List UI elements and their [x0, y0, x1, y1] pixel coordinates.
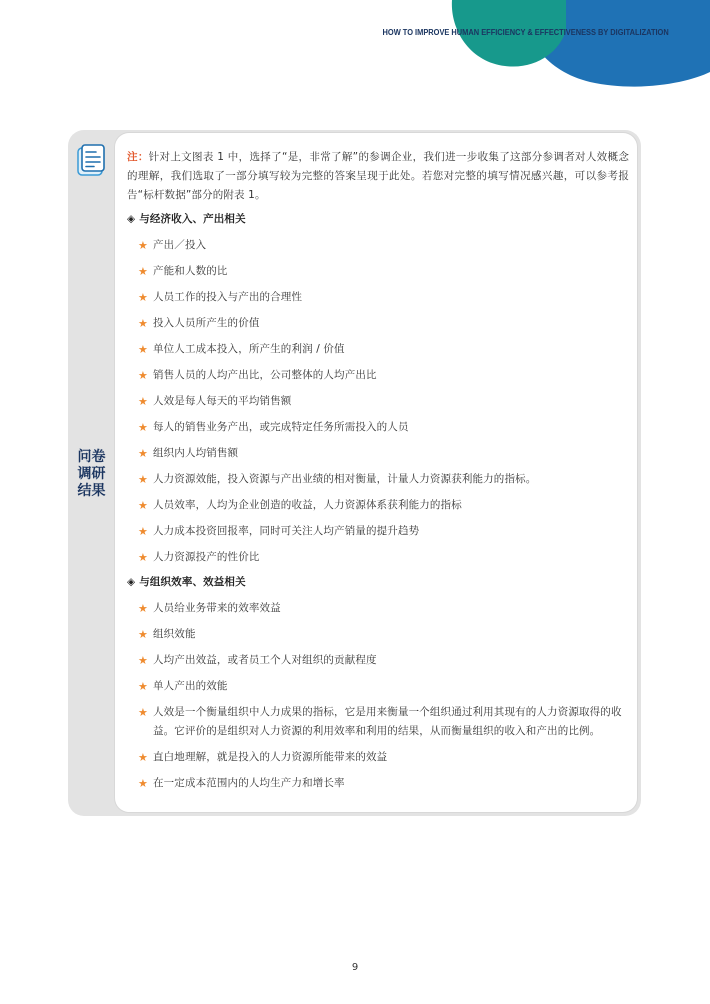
star-bullet-icon: ★	[138, 473, 148, 486]
diamond-bullet-icon: ◈	[127, 576, 136, 588]
list-item-text: 产出／投入	[153, 239, 207, 251]
item-list-economic-output	[127, 236, 629, 567]
list-item	[127, 444, 629, 463]
section-heading-economic-output	[127, 210, 629, 229]
section-heading-text: 与组织效率、效益相关	[139, 576, 246, 588]
list-item-text: 单人产出的效能	[153, 680, 228, 692]
star-bullet-icon: ★	[138, 525, 148, 538]
list-item	[127, 748, 629, 767]
list-item-text: 每人的销售业务产出，或完成特定任务所需投入的人员	[153, 421, 409, 433]
callout-content-panel	[115, 133, 637, 812]
star-bullet-icon: ★	[138, 777, 148, 790]
star-bullet-icon: ★	[138, 239, 148, 252]
list-item	[127, 496, 629, 515]
list-item-text: 组织效能	[153, 628, 196, 640]
note-label: 注：	[127, 151, 149, 163]
star-bullet-icon: ★	[138, 447, 148, 460]
header-decoration	[440, 0, 710, 95]
list-item	[127, 625, 629, 644]
list-item-text: 单位人工成本投入，所产生的利润 / 价值	[153, 343, 345, 355]
star-bullet-icon: ★	[138, 706, 148, 719]
list-item	[127, 599, 629, 618]
star-bullet-icon: ★	[138, 680, 148, 693]
list-item	[127, 314, 629, 333]
star-bullet-icon: ★	[138, 343, 148, 356]
section-heading-org-efficiency	[127, 573, 629, 592]
report-header-title: HOW TO IMPROVE HUMAN EFFICIENCY & EFFECTIVENESS BY DIGITALIZATION	[382, 28, 669, 37]
list-item	[127, 288, 629, 307]
list-item-text: 销售人员的人均产出比，公司整体的人均产出比	[153, 369, 377, 381]
list-item-text: 人均产出效益，或者员工个人对组织的贡献程度	[153, 654, 377, 666]
list-item	[127, 677, 629, 696]
star-bullet-icon: ★	[138, 317, 148, 330]
list-item-text: 组织内人均销售额	[153, 447, 239, 459]
section-heading-text: 与经济收入、产出相关	[139, 213, 246, 225]
document-list-icon	[77, 144, 107, 176]
item-list-org-efficiency	[127, 599, 629, 793]
list-item	[127, 236, 629, 255]
star-bullet-icon: ★	[138, 369, 148, 382]
star-bullet-icon: ★	[138, 751, 148, 764]
star-bullet-icon: ★	[138, 395, 148, 408]
list-item-text: 人力资源投产的性价比	[153, 551, 260, 563]
list-item-text: 人效是一个衡量组织中人力成果的指标，它是用来衡量一个组织通过利用其现有的人力资源取得的收益。它评价的是组织对人力资源的利用效率和利用的结果，从而衡量组织的收入和产出的比例。	[153, 706, 622, 737]
list-item	[127, 522, 629, 541]
star-bullet-icon: ★	[138, 551, 148, 564]
list-item	[127, 548, 629, 567]
list-item-text: 人力资源效能，投入资源与产出业绩的相对衡量，计量人力资源获利能力的指标。	[153, 473, 537, 485]
list-item	[127, 392, 629, 411]
list-item-text: 产能和人数的比	[153, 265, 228, 277]
list-item	[127, 418, 629, 437]
list-item-text: 人力成本投资回报率，同时可关注人均产销量的提升趋势	[153, 525, 420, 537]
note-paragraph	[127, 148, 629, 205]
star-bullet-icon: ★	[138, 654, 148, 667]
diamond-bullet-icon: ◈	[127, 213, 136, 225]
star-bullet-icon: ★	[138, 602, 148, 615]
list-item-text: 直白地理解，就是投入的人力资源所能带来的效益	[153, 751, 388, 763]
page-number: 9	[351, 962, 359, 973]
star-bullet-icon: ★	[138, 291, 148, 304]
list-item-text: 人员效率，人均为企业创造的收益，人力资源体系获利能力的指标	[153, 499, 462, 511]
list-item	[127, 470, 629, 489]
callout-side-strip	[68, 130, 115, 816]
list-item	[127, 340, 629, 359]
star-bullet-icon: ★	[138, 499, 148, 512]
list-item-text: 人效是每人每天的平均销售额	[153, 395, 292, 407]
document-list-icon-graphic	[77, 144, 107, 176]
list-item-text: 在一定成本范围内的人均生产力和增长率	[153, 777, 345, 789]
note-text: 针对上文图表 1 中，选择了“是，非常了解”的参调企业，我们进一步收集了这部分参调者对人效概念的理解，我们选取了一部分填写较为完整的答案呈现于此处。若您对完整的填写情况感兴趣，可以参考报告“标杆数据”部分的附表 1。	[127, 151, 629, 201]
list-item	[127, 703, 629, 741]
list-item-text: 投入人员所产生的价值	[153, 317, 260, 329]
star-bullet-icon: ★	[138, 628, 148, 641]
list-item-text: 人员给业务带来的效率效益	[153, 602, 281, 614]
list-item-text: 人员工作的投入与产出的合理性	[153, 291, 303, 303]
star-bullet-icon: ★	[138, 265, 148, 278]
list-item	[127, 262, 629, 281]
list-item	[127, 366, 629, 385]
list-item	[127, 774, 629, 793]
callout-side-label: 问卷调研结果	[77, 449, 106, 499]
survey-results-callout	[68, 130, 641, 816]
list-item	[127, 651, 629, 670]
star-bullet-icon: ★	[138, 421, 148, 434]
